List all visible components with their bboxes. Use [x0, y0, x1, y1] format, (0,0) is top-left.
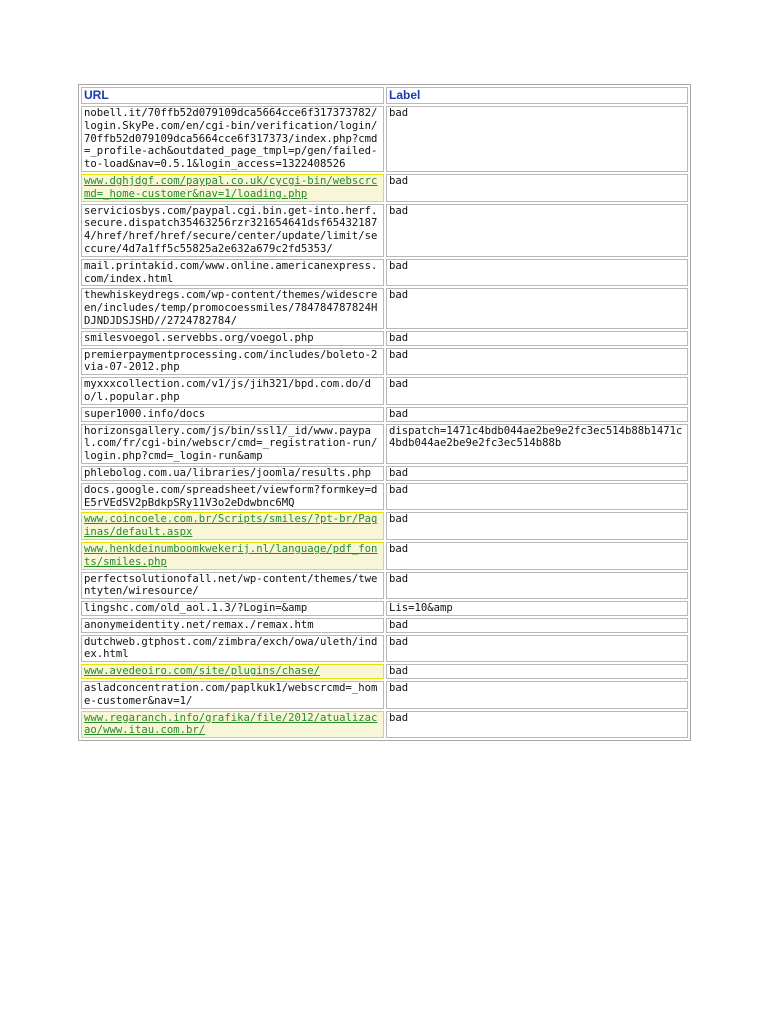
url-cell: super1000.info/docs [81, 407, 384, 422]
table-row [81, 348, 688, 376]
label-cell: Lis=10&amp [386, 601, 688, 616]
table-row [81, 635, 688, 663]
label-cell: bad [386, 542, 688, 570]
label-cell: bad [386, 174, 688, 202]
label-cell: bad [386, 618, 688, 633]
url-cell: smilesvoegol.servebbs.org/voegol.php [81, 331, 384, 346]
url-link[interactable]: www.avedeoiro.com/site/plugins/chase/ [82, 665, 383, 678]
table-body [81, 106, 688, 738]
url-cell: phlebolog.com.ua/libraries/joomla/results.php [81, 466, 384, 481]
url-link[interactable]: www.dghjdgf.com/paypal.co.uk/cycgi-bin/webscrcmd=_home-customer&nav=1/loading.php [82, 175, 383, 201]
label-cell: bad [386, 407, 688, 422]
table-header-row [81, 87, 688, 104]
url-cell: nobell.it/70ffb52d079109dca5664cce6f317373782/login.SkyPe.com/en/cgi-bin/verification/login/70ffb52d079109dca5664cce6f317373/index.php?cmd=_profile-ach&outdated_page_tmpl=p/gen/failed-to-load&nav=0.5.1&login_access=1322408526 [81, 106, 384, 172]
label-cell: bad [386, 681, 688, 709]
label-cell: bad [386, 259, 688, 287]
url-cell: docs.google.com/spreadsheet/viewform?formkey=dE5rVEdSV2pBdkpSRy11V3o2eDdwbnc6MQ [81, 483, 384, 511]
label-cell: dispatch=1471c4bdb044ae2be9e2fc3ec514b88b1471c4bdb044ae2be9e2fc3ec514b88b [386, 424, 688, 464]
label-cell: bad [386, 106, 688, 172]
label-cell: bad [386, 711, 688, 739]
label-column-header: Label [386, 87, 688, 104]
table-row [81, 377, 688, 405]
table-row [81, 288, 688, 328]
url-column-header: URL [81, 87, 384, 104]
url-link[interactable]: www.henkdeinumboomkwekerij.nl/language/pdf_fonts/smiles.php [82, 543, 383, 569]
label-cell: bad [386, 288, 688, 328]
table-row [81, 681, 688, 709]
label-cell: bad [386, 664, 688, 679]
label-cell: bad [386, 377, 688, 405]
url-label-table-frame [78, 84, 691, 741]
table-row [81, 618, 688, 633]
table-row [81, 466, 688, 481]
table-row [81, 204, 688, 257]
url-cell [81, 711, 384, 739]
table-row [81, 331, 688, 346]
table-row [81, 106, 688, 172]
label-cell: bad [386, 331, 688, 346]
url-cell: horizonsgallery.com/js/bin/ssl1/_id/www.paypal.com/fr/cgi-bin/webscr/cmd=_registration-run/login.php?cmd=_login-run&amp [81, 424, 384, 464]
url-link[interactable]: www.coincoele.com.br/Scripts/smiles/?pt-br/Paginas/default.aspx [82, 513, 383, 539]
table-row [81, 711, 688, 739]
url-cell: lingshc.com/old_aol.1.3/?Login=&amp [81, 601, 384, 616]
table-row [81, 259, 688, 287]
url-cell: perfectsolutionofall.net/wp-content/themes/twentyten/wiresource/ [81, 572, 384, 600]
url-cell: mail.printakid.com/www.online.americanexpress.com/index.html [81, 259, 384, 287]
url-cell: premierpaymentprocessing.com/includes/boleto-2via-07-2012.php [81, 348, 384, 376]
url-cell: serviciosbys.com/paypal.cgi.bin.get-into.herf.secure.dispatch35463256rzr321654641dsf654321874/href/href/href/secure/center/update/limit/seccure/4d7a1ff5c55825a2e632a679c2fd5353/ [81, 204, 384, 257]
table-row [81, 542, 688, 570]
label-cell: bad [386, 635, 688, 663]
label-cell: bad [386, 483, 688, 511]
label-cell: bad [386, 466, 688, 481]
table-row [81, 424, 688, 464]
url-cell: anonymeidentity.net/remax./remax.htm [81, 618, 384, 633]
url-link[interactable]: www.regaranch.info/grafika/file/2012/atualizacao/www.itau.com.br/ [82, 712, 383, 738]
label-cell: bad [386, 572, 688, 600]
url-cell [81, 512, 384, 540]
label-cell: bad [386, 512, 688, 540]
url-label-table [79, 85, 690, 740]
url-cell [81, 174, 384, 202]
table-row [81, 664, 688, 679]
label-cell: bad [386, 348, 688, 376]
table-row [81, 483, 688, 511]
url-cell: dutchweb.gtphost.com/zimbra/exch/owa/uleth/index.html [81, 635, 384, 663]
table-row [81, 572, 688, 600]
url-cell: thewhiskeydregs.com/wp-content/themes/widescreen/includes/temp/promocoessmiles/784784787824HDJNDJDSJSHD//2724782784/ [81, 288, 384, 328]
table-row [81, 407, 688, 422]
table-row [81, 512, 688, 540]
table-row [81, 601, 688, 616]
url-cell: asladconcentration.com/paplkuk1/webscrcmd=_home-customer&nav=1/ [81, 681, 384, 709]
url-cell [81, 542, 384, 570]
url-cell [81, 664, 384, 679]
label-cell: bad [386, 204, 688, 257]
url-cell: myxxxcollection.com/v1/js/jih321/bpd.com.do/do/l.popular.php [81, 377, 384, 405]
table-row [81, 174, 688, 202]
